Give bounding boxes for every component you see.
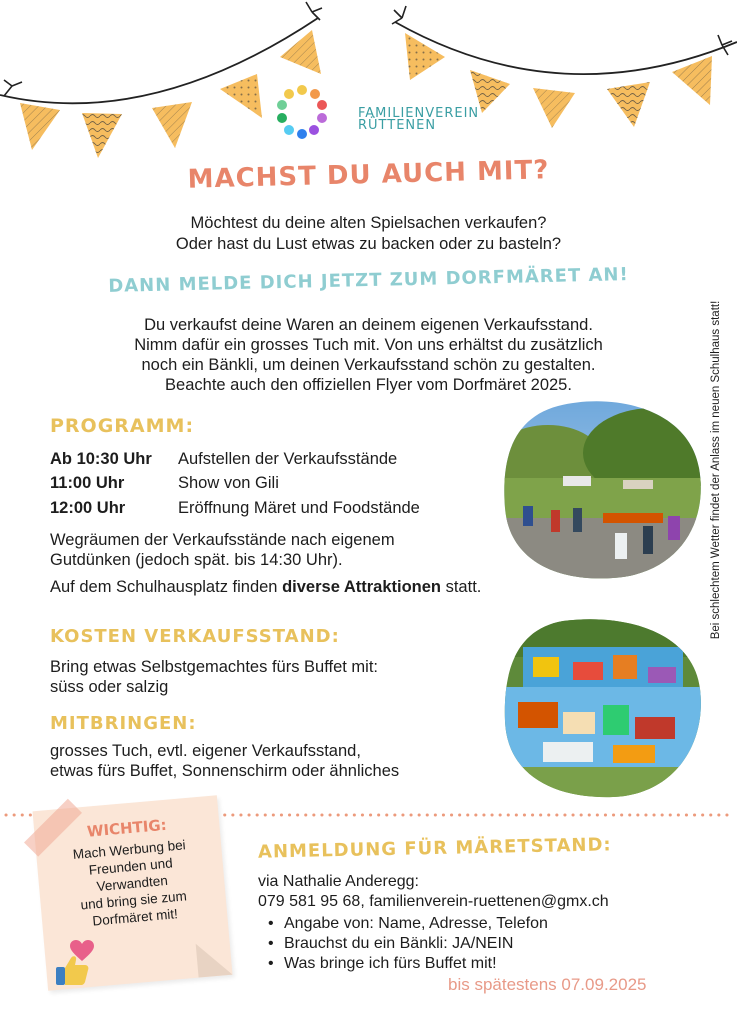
contact-person: via Nathalie Anderegg: [258,873,419,890]
attractions-text [50,578,481,597]
description [0,315,737,395]
list-item: • Brauchst du ein Bänkli: JA/NEIN [268,934,548,954]
attractions-pre: Auf dem Schulhausplatz finden [50,578,283,596]
kosten-text [50,657,378,697]
subtitle: DANN MELDE DICH JETZT ZUM DORFMÄRET AN! [108,264,629,297]
wichtig-line-4: und bring sie zum [79,888,188,913]
contact-details: 079 581 95 68, familienverein-ruettenen@gmx.ch [258,893,609,910]
list-item: • Was bringe ich fürs Buffet mit! [268,954,548,974]
logo-line-1: FAMILIENVEREIN [358,106,480,121]
kosten-line-1: Bring etwas Selbstgemachtes fürs Buffet mit: [50,658,379,676]
programm-heading: PROGRAMM: [50,415,195,437]
handprint-wreath-icon [262,82,342,142]
logo-line-2: RÜTTENEN [358,118,437,133]
thumbs-up-icon [54,952,90,988]
intro-line-2: Oder hast du Lust etwas zu backen oder zu basteln? [175,235,562,253]
wichtig-line-2: Freunden und [88,855,174,878]
wichtig-line-1: Mach Werbung bei [72,837,187,863]
wichtig-heading: WICHTIG: [86,815,168,841]
attractions-post: statt. [441,578,482,596]
wichtig-line-3: Verwandten [95,872,169,895]
kosten-heading: KOSTEN VERKAUFSSTAND: [50,626,340,647]
mitbringen-line-2: etwas fürs Buffet, Sonnenschirm oder ähnliches [50,762,400,780]
program-desc: Aufstellen der Verkaufsstände [178,450,398,468]
cleanup-line-2: Gutdünken (jedoch spät. bis 14:30 Uhr). [50,551,343,569]
mitbringen-text [50,741,399,781]
program-desc: Eröffnung Märet und Foodstände [178,499,420,517]
weather-note: Bei schlechtem Wetter findet der Anlass im neuen Schulhaus statt! [710,300,722,640]
description-line-2: Nimm dafür ein grosses Tuch mit. Von uns erhältst du zusätzlich [134,336,603,354]
wichtig-text [44,834,221,933]
kosten-line-2: süss oder salzig [50,678,169,696]
program-time: 12:00 Uhr [50,499,126,517]
cleanup-line-1: Wegräumen der Verkaufsstände nach eigenem [50,531,395,549]
program-desc: Show von Gili [178,474,279,492]
anmeldung-contact [258,872,609,912]
description-line-1: Du verkaufst deine Waren an deinem eigenen Verkaufsstand. [144,316,593,334]
cleanup-text [50,530,510,570]
mitbringen-heading: MITBRINGEN: [50,713,197,734]
page-curl [196,941,233,978]
anmeldung-heading: ANMELDUNG FÜR MÄRETSTAND: [257,834,612,863]
logo-text [358,108,479,132]
intro-line-1: Möchtest du deine alten Spielsachen verkaufen? [190,214,547,232]
mitbringen-line-1: grosses Tuch, evtl. eigener Verkaufsstand, [50,742,361,760]
page-title: MACHST DU AUCH MIT? [187,155,550,195]
program-time: Ab 10:30 Uhr [50,450,152,468]
market-photo [503,398,703,580]
description-line-4: Beachte auch den offiziellen Flyer vom Dorfmäret 2025. [165,376,572,394]
deadline: bis spätestens 07.09.2025 [448,975,647,994]
program-time: 11:00 Uhr [50,474,125,492]
attractions-bold: diverse Attraktionen [282,578,442,596]
toy-stand-photo [503,617,703,799]
intro-text [0,213,737,255]
logo [262,82,482,142]
anmeldung-list [268,914,548,974]
wichtig-line-5: Dorfmäret mit! [91,906,179,929]
description-line-3: noch ein Bänkli, um deinen Verkaufsstand schön zu gestalten. [141,356,596,374]
list-item: • Angabe von: Name, Adresse, Telefon [268,914,548,934]
